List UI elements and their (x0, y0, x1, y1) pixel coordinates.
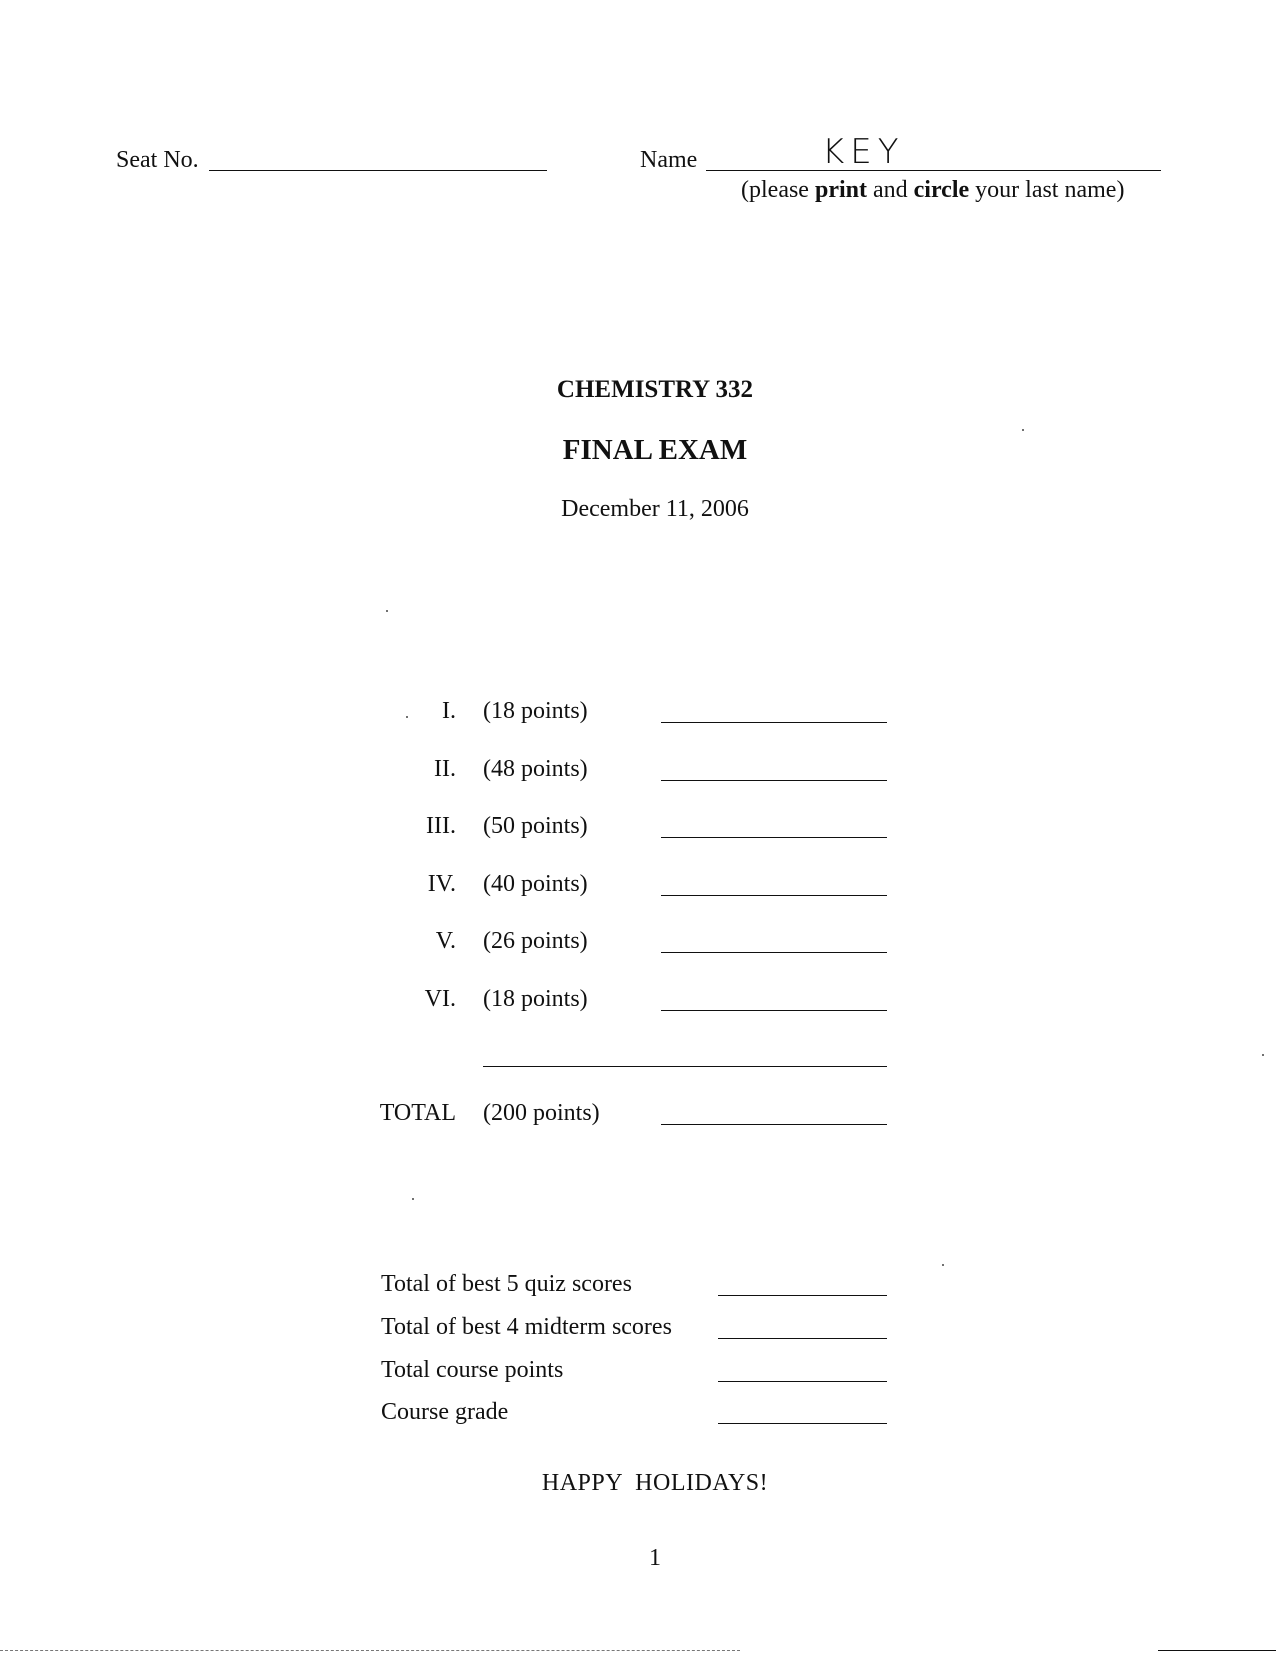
summary-label: Course grade (381, 1399, 509, 1425)
name-hint-print: print (814, 177, 867, 203)
summary-field[interactable] (718, 1295, 887, 1296)
section-numeral: VI. (424, 986, 456, 1012)
handwritten-name: KEY (822, 132, 905, 172)
closing-message: HAPPY HOLIDAYS! (541, 1470, 769, 1496)
name-hint-post: your last name) (969, 177, 1125, 203)
name-hint-mid: and (866, 177, 914, 203)
total-points: (200 points) (483, 1100, 600, 1126)
section-score-field[interactable] (661, 952, 887, 953)
name-hint-pre: (please (741, 177, 815, 203)
summary-label: Total course points (381, 1357, 564, 1383)
name-label: Name (640, 147, 698, 173)
scan-speck (1262, 1054, 1264, 1056)
page-number: 1 (649, 1545, 661, 1571)
section-score-field[interactable] (661, 722, 887, 723)
section-points: (48 points) (483, 756, 588, 782)
section-score-field[interactable] (661, 780, 887, 781)
total-label: TOTAL (379, 1100, 456, 1126)
section-points: (26 points) (483, 928, 588, 954)
scan-edge (1158, 1650, 1276, 1651)
scan-speck (942, 1264, 944, 1266)
section-numeral: IV. (427, 871, 456, 897)
scan-speck (412, 1198, 414, 1200)
section-numeral: I. (442, 698, 456, 724)
section-numeral: III. (426, 813, 456, 839)
section-score-field[interactable] (661, 1010, 887, 1011)
section-points: (18 points) (483, 986, 588, 1012)
section-numeral: V. (435, 928, 456, 954)
name-instructions (741, 177, 1124, 204)
total-divider (483, 1066, 887, 1067)
section-points: (50 points) (483, 813, 588, 839)
summary-label: Total of best 5 quiz scores (381, 1271, 632, 1297)
scan-edge (0, 1650, 740, 1651)
summary-label: Total of best 4 midterm scores (381, 1314, 672, 1340)
seat-number-field[interactable] (209, 170, 547, 171)
total-score-field[interactable] (661, 1124, 887, 1125)
summary-field[interactable] (718, 1338, 887, 1339)
summary-field[interactable] (718, 1423, 887, 1424)
course-title: CHEMISTRY 332 (556, 376, 754, 403)
summary-field[interactable] (718, 1381, 887, 1382)
section-score-field[interactable] (661, 837, 887, 838)
scan-speck (386, 610, 388, 612)
name-field[interactable] (706, 170, 1161, 171)
exam-title: FINAL EXAM (562, 434, 748, 466)
section-score-field[interactable] (661, 895, 887, 896)
name-hint-circle: circle (913, 177, 970, 203)
scan-speck (406, 716, 408, 718)
section-numeral: II. (434, 756, 456, 782)
section-points: (40 points) (483, 871, 588, 897)
scan-speck (1022, 429, 1024, 431)
exam-date: December 11, 2006 (561, 496, 749, 522)
section-points: (18 points) (483, 698, 588, 724)
seat-number-label: Seat No. (116, 147, 199, 173)
